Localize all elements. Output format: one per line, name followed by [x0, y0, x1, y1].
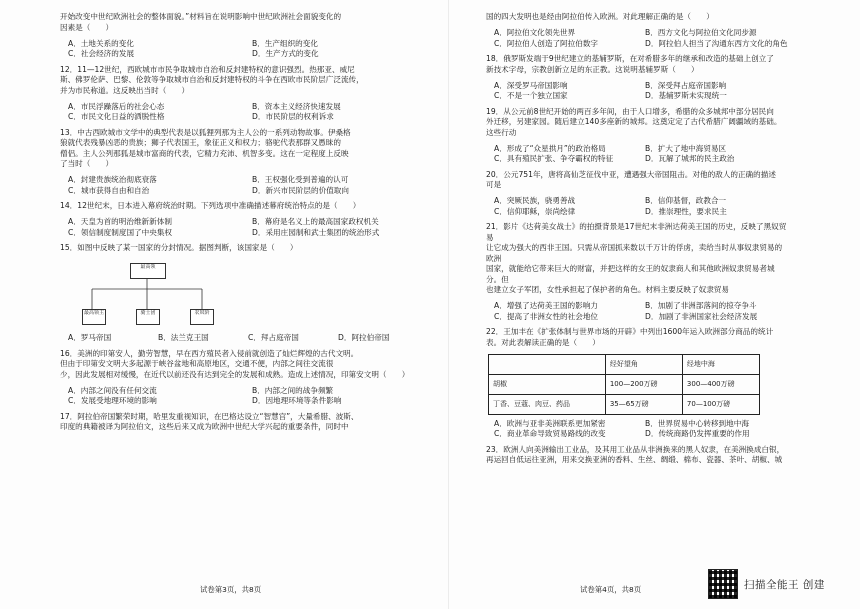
- option-b: B．扩大了地中海贸易区: [645, 143, 727, 153]
- table-row: [489, 374, 760, 394]
- text-line: 僧侣。主人公列那狐是城市富商的代表，它精力充沛、机智多变。这在一定程度上反映: [60, 148, 349, 158]
- text-line: 18．俄罗斯发端于9世纪建立的基辅罗斯，在对希腊多年的继承和改造的基础上创立了: [486, 54, 774, 63]
- exam-page-4: [486, 12, 788, 471]
- text-line: 16．美洲的印第安人，勤劳智慧，早在西方殖民者入侵前就创造了灿烂辉煌的古代文明。: [60, 348, 359, 358]
- option-b: B．深受拜占庭帝国影响: [645, 80, 727, 90]
- table-row: [489, 394, 760, 414]
- option-b: B．生产组织的变化: [252, 38, 318, 48]
- option-d: D．加剧了非洲国家社会经济发展: [645, 311, 758, 321]
- trade-table: [488, 354, 760, 415]
- intro-text: [60, 12, 428, 33]
- text-line: 12．11—12世纪，西欧城市市民争取城市自治和反封建特权的意识强烈。热那亚、威尼: [60, 64, 355, 74]
- option-a: A．突厥民族，骁勇善战: [494, 196, 576, 205]
- option-b: B．西方文化与阿拉伯文化同步源: [645, 28, 757, 37]
- page-footer-right: 试卷第4页，共8页: [580, 585, 642, 594]
- question-17: [60, 412, 428, 433]
- option-c: C．拜占庭帝国: [248, 333, 299, 342]
- option-b: B．信仰基督，政教合一: [645, 196, 727, 205]
- option-b: B．法兰克王国: [158, 333, 209, 342]
- feudal-diagram: [82, 259, 212, 329]
- question-14: [60, 201, 428, 212]
- question-18: [486, 54, 788, 75]
- text-line: 但由于印第安文明大多起源于峡谷盆地和高原地区，交通不便，内部之间往交流很: [60, 359, 334, 368]
- text-line: 表。对此表解读正确的是（ ）: [486, 337, 600, 347]
- scanner-label: 扫描全能王 创建: [744, 578, 825, 591]
- options: [494, 301, 788, 322]
- option-a: A．欧洲与亚非美洲联系更加紧密: [494, 418, 606, 428]
- options: [68, 386, 428, 407]
- option-c: C．领信制度制度国了中央集权: [68, 227, 173, 237]
- text-line: 斯、佛罗伦萨、巴黎、伦敦等争取城市自治和反封建特权的斗争在西欧市民阶层广泛流传，: [60, 75, 364, 84]
- diagram-box-3: 农奴阶: [190, 309, 214, 325]
- option-a: A．罗马帝国: [68, 333, 112, 342]
- question-12: [60, 65, 428, 97]
- text-line: 开始改变中世纪欧洲社会的整体面貌。”材料旨在说明影响中世纪欧洲社会面貌变化的: [60, 12, 342, 21]
- option-d: D．瓦解了城邦的民主政治: [645, 154, 735, 163]
- table-cell: 35—65万磅: [605, 394, 682, 414]
- question-16: [60, 349, 428, 381]
- diagram-box-2: 骑士团: [136, 309, 160, 325]
- option-a: A．内部之间没有任何交流: [68, 385, 157, 395]
- text-line: 国家，就能给它带来巨大的财富，并把这样的女王的奴隶商人和其他欧洲奴隶贸易者城分。但: [486, 264, 775, 284]
- text-line: 狼就代表残暴凶恶的贵族；狮子代表国王，象征正义和权力；骆驼代表那群又愚昧的: [60, 138, 341, 147]
- question-17-cont: [486, 12, 788, 23]
- option-a: A．封建贵族统治彻底衰落: [68, 175, 157, 184]
- table-cell: 丁香、豆蔻、肉豆、药品: [489, 394, 606, 414]
- text-line: 并为市民称道。这反映出当时（ ）: [60, 85, 190, 95]
- option-b: B．世界贸易中心转移到地中海: [645, 418, 749, 428]
- page-fold: [448, 0, 449, 609]
- text-line: 23．欧洲人向美洲输出工业品，及其用工业品从非洲换来的黑人奴隶，在美洲换成白银，: [486, 444, 785, 454]
- option-c: C．商业革命导致贸易路线的改变: [494, 429, 606, 438]
- option-c: C．市民文化日益的洒脱性格: [68, 112, 165, 121]
- table-cell: 100—200万磅: [605, 374, 682, 394]
- options: [494, 196, 788, 217]
- table-cell: 300—400万磅: [682, 374, 759, 394]
- option-d: D．阿拉伯帝国: [338, 333, 390, 342]
- options: [68, 102, 428, 123]
- table-header: 经地中海: [682, 354, 759, 374]
- option-d: D．基辅罗斯未实现统一: [645, 91, 727, 100]
- qr-code-icon: [708, 569, 738, 599]
- options: [68, 217, 428, 238]
- text-line: 14．12世纪末，日本进入幕府统治时期。下列选项中准确描述幕府统治特点的是（ ）: [60, 201, 361, 210]
- option-a: A．土地关系的变化: [68, 38, 134, 48]
- question-22: [486, 327, 788, 348]
- text-line: 15．如图中反映了某一国家的分封情况。据图判断，该国家是（ ）: [60, 243, 298, 252]
- option-c: C．提高了非洲女性的社会地位: [494, 311, 599, 321]
- option-c: C．阿拉伯人创造了阿拉伯数字: [494, 38, 599, 48]
- option-c: C．发展受地理环境的影响: [68, 396, 157, 405]
- text-line: 13．中古西欧城市文学中的典型代表是以狐狸列那为主人公的一系列动物故事。伊桑格: [60, 127, 351, 137]
- text-line: 因素是（ ）: [60, 22, 114, 32]
- option-c: C．不是一个独立国家: [494, 91, 568, 100]
- option-c: C．社会经济的发展: [68, 49, 135, 58]
- text-line: 22．王加丰在《扩张体制与世界市场的开辟》中列出1600年运入欧洲部分商品的统计: [486, 327, 774, 336]
- text-line: 新技术字母，宗教创新立足的东正教。这说明基辅罗斯（ ）: [486, 64, 699, 74]
- options: [68, 39, 428, 60]
- option-c: C．城市获得自由和自治: [68, 185, 150, 195]
- option-a: A．增强了达荷美王国的影响力: [494, 301, 598, 310]
- page-footer-left: 试卷第3页，共8页: [200, 585, 262, 594]
- options: [494, 144, 788, 165]
- option-d: D．采用庄园制和武士集团的统治形式: [252, 227, 380, 237]
- options: [494, 81, 788, 102]
- question-23: [486, 445, 788, 466]
- options: [68, 333, 428, 344]
- options: [494, 28, 788, 49]
- question-20: [486, 170, 788, 191]
- option-d: D．生产方式的变化: [252, 49, 319, 58]
- text-line: 了当时（ ）: [60, 159, 114, 168]
- text-line: 也建立女子军团，女性承担起了保护者的角色。材料主要反映了奴隶贸易: [486, 285, 729, 294]
- text-line: 这些行动: [486, 127, 517, 137]
- diagram-box-1: 最高领主: [82, 309, 106, 325]
- option-d: D．推崇理性，要求民主: [645, 206, 727, 216]
- text-line: 再运回自低运往亚洲，用来交换亚洲的香料、生丝、绸缎、棉布、瓷器、茶叶、胡椒、城: [486, 455, 783, 464]
- option-a: A．形成了“众星拱月”的政治格局: [494, 143, 606, 153]
- text-line: 国的四大发明也是经由阿拉伯传入欧洲。对此理解正确的是（ ）: [486, 12, 714, 21]
- option-c: C．具有殖民扩张、争夺霸权的特征: [494, 154, 614, 163]
- text-line: 印度的典籍被译为阿拉伯文，这些后来又成为欧洲中世纪大学兴起的重要条件，同时中: [60, 422, 349, 431]
- text-line: 17．阿拉伯帝国繁荣时期，哈里发重视知识，在巴格达设立“智慧宫”，大量希腊、波斯、: [60, 411, 359, 421]
- option-b: B．资本主义经济快速发展: [252, 101, 341, 111]
- option-b: B．幕府是名义上的最高国家政权机关: [252, 217, 379, 226]
- question-13: [60, 128, 428, 170]
- option-d: D．市民阶层的权利诉求: [252, 112, 334, 121]
- table-header: [489, 354, 606, 374]
- options: [68, 175, 428, 196]
- exam-page-3: [60, 12, 428, 438]
- option-a: A．天皇为首的明治维新新体制: [68, 217, 172, 226]
- question-15: [60, 243, 428, 254]
- option-b: B．加剧了非洲部落间的掠夺争斗: [645, 301, 757, 310]
- option-d: D．因地理环境等条件影响: [252, 396, 342, 405]
- text-line: 少，因此发展相对缓慢，在近代以前还没有达到完全的发展和成熟。造成上述情况，印第安文明（ ）: [60, 369, 410, 379]
- options: [494, 419, 788, 440]
- option-a: A．阿拉伯文化领先世界: [494, 28, 576, 37]
- text-line: 20．公元751年，唐将高仙芝征伐中亚，遭遇强大帝国阻击。对他的敌人的正确的描述: [486, 169, 776, 179]
- option-a: A．市民浮躁落后的社会心态: [68, 101, 165, 111]
- option-d: D．阿拉伯人担当了沟通东西方文化的角色: [645, 38, 788, 48]
- table-cell: 胡椒: [489, 374, 606, 394]
- question-21: [486, 222, 788, 296]
- option-c: C．信仰耶稣，崇尚绘律: [494, 206, 576, 216]
- text-line: 可是: [486, 180, 502, 189]
- option-d: D．新兴市民阶层的价值取向: [252, 185, 349, 195]
- table-header: 经好望角: [605, 354, 682, 374]
- text-line: 让它成为强大的西非王国。只需从帝国抓来数以千万计的俘虏，卖给当时从事奴隶贸易的欧洲: [486, 243, 783, 263]
- scanner-watermark: [708, 568, 848, 600]
- text-line: 19．从公元前8世纪开始的两百多年间，由于人口增多，希腊的众多城邦中部分居民向: [486, 106, 774, 116]
- table-cell: 70—100万磅: [682, 394, 759, 414]
- option-b: B．内部之间的战争频繁: [252, 385, 334, 395]
- option-a: A．深受罗马帝国影响: [494, 80, 568, 90]
- option-b: B．王权强化受到普遍的认可: [252, 175, 349, 184]
- option-d: D．传统商路仍发挥重要的作用: [645, 429, 750, 438]
- diagram-box-top: 最高领: [130, 263, 166, 279]
- text-line: 外迁移，另建家园。随后建立140多座新的城邦。这奠定定了古代希腊广阔疆域的基础。: [486, 117, 782, 126]
- table-header-row: [489, 354, 760, 374]
- question-19: [486, 107, 788, 139]
- text-line: 21．影片《达荷美女战士》的拍摄背景是17世纪末非洲达荷美王国的历史，反映了黑奴贸易: [486, 222, 787, 242]
